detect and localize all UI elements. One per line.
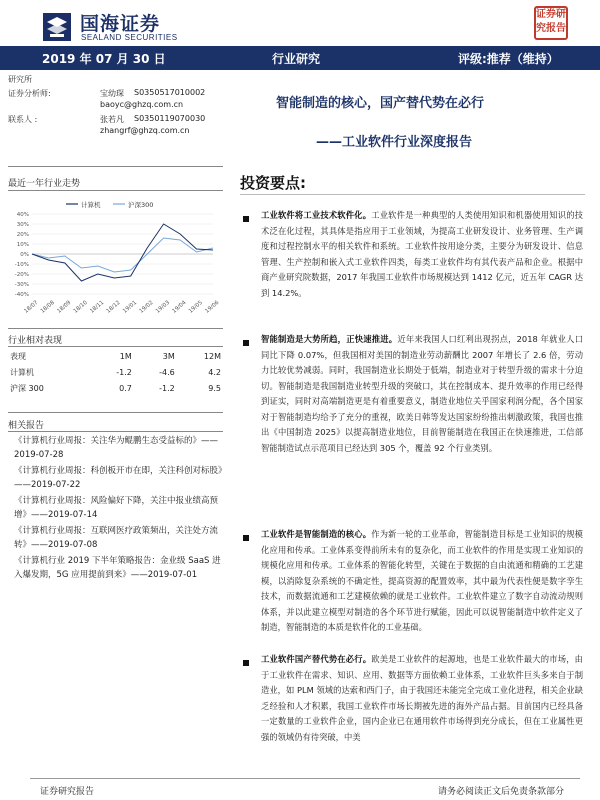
contact-name: 张若凡 — [100, 115, 124, 124]
invest-point-lead: 工业软件国产替代势在必行。 — [261, 654, 372, 664]
y-tick-label: -30% — [14, 282, 29, 288]
x-tick-label: 19/01 — [122, 299, 139, 315]
legend-label-hs300: 沪深300 — [128, 201, 154, 209]
related-report-item[interactable]: 《计算机行业周报：风险偏好下降，关注中报业绩高预增》——2019-07-14 — [14, 496, 219, 520]
table-cell: 0.7 — [119, 383, 132, 393]
related-report-item[interactable]: 《计算机行业周报：互联网医疗政策频出，关注处方流转》——2019-07-08 — [14, 526, 219, 550]
table-cell: 4.2 — [208, 367, 221, 377]
invest-point-lead: 智能制造是大势所趋，正快速推进。 — [261, 334, 398, 344]
x-tick-label: 19/06 — [204, 299, 221, 315]
analyst-role-label: 证券分析师: — [8, 89, 51, 98]
divider — [240, 194, 585, 195]
bullet-icon — [243, 535, 249, 541]
invest-point — [261, 652, 583, 770]
table-cell: -1.2 — [159, 383, 175, 393]
related-heading: 相关报告 — [8, 421, 45, 431]
invest-point-text: 工业软件是一种典型的人类使用知识和机器使用知识的技术泛在化过程，其具体是指应用于工业领域，为提高工业研发设计、业务管理、生产调度和过程控制水平的相关软件和系统。工业软件按用途分类，主要分为研发设计、信息管理、生产控制和嵌入式工业软件四类，每类工业软件均有其代表产品和企业。根据中商产业研究院数据，2017 年我国工业软件市场规模达到 1412 亿元，近五年 CAGR 达到 14.2%。 — [261, 210, 583, 298]
logo-english-name: SEALAND SECURITIES — [81, 33, 178, 42]
invest-point-lead: 工业软件将工业技术软件化。 — [261, 210, 372, 220]
performance-table — [8, 348, 223, 396]
y-tick-label: 20% — [16, 232, 29, 238]
report-date: 2019 年 07 月 30 日 — [42, 52, 166, 66]
legend-label-computer: 计算机 — [81, 201, 101, 209]
analyst-name: 宝幼琛 — [100, 89, 124, 98]
y-tick-label: -20% — [14, 272, 29, 278]
trend-chart — [8, 194, 223, 324]
table-row — [8, 364, 223, 380]
invest-point-lead: 工业软件是智能制造的核心。 — [261, 529, 372, 539]
header-banner — [0, 46, 600, 70]
logo-chinese-name: 国海证券 — [80, 13, 161, 35]
x-tick-label: 18/12 — [105, 299, 122, 315]
invest-point — [261, 208, 583, 301]
institute-label: 研究所 — [8, 75, 32, 84]
report-subtitle: ——工业软件行业深度报告 — [316, 135, 473, 150]
footer-left-text: 证券研究报告 — [40, 787, 95, 797]
table-cell: 计算机 — [10, 367, 34, 377]
divider — [8, 412, 223, 413]
report-title: 智能制造的核心，国产替代势在必行 — [276, 96, 485, 111]
y-tick-label: 0% — [20, 252, 29, 258]
contact-email[interactable]: zhangrf@ghzq.com.cn — [100, 126, 190, 135]
table-cell: 沪深 300 — [10, 383, 44, 393]
trend-heading: 最近一年行业走势 — [8, 179, 81, 189]
related-report-item[interactable]: 《计算机行业周报：关注华为鲲鹏生态受益标的》——2019-07-28 — [14, 436, 219, 460]
table-cell: -1.2 — [116, 367, 132, 377]
x-tick-label: 19/05 — [187, 299, 204, 315]
y-tick-label: -10% — [14, 262, 29, 268]
series-line-computer — [32, 224, 213, 281]
table-header-cell: 3M — [162, 351, 175, 361]
bullet-icon — [243, 660, 249, 666]
divider — [8, 166, 223, 167]
y-tick-label: 30% — [16, 222, 29, 228]
x-tick-label: 19/02 — [138, 299, 155, 315]
invest-heading: 投资要点: — [240, 174, 306, 192]
bullet-icon — [243, 340, 249, 346]
divider — [8, 431, 223, 432]
x-tick-label: 18/08 — [39, 299, 56, 315]
table-header-cell: 12M — [203, 351, 221, 361]
x-tick-label: 19/04 — [171, 299, 188, 315]
invest-point — [261, 332, 583, 456]
divider — [8, 328, 223, 329]
footer-divider — [30, 778, 580, 779]
table-header-cell: 1M — [119, 351, 132, 361]
invest-point-text: 近年来我国人口红利出现拐点，2018 年就业人口同比下降 0.07%，但我国相对美国的制造业劳动薪酬比 2007 年增长了 2.6 倍，劳动力比较优势减弱。同时，我国制造业长期处于低端，制造业对于转型升级的需求十分迫切。智能制造是我国制造业转型升级的突破口，其在控制成本、提升效率的作用已经得到证实，同时对高端制造更是有着重要意义，制造业地位关乎国家利润分配，各个国家对于智能制造均给予了充分的重视，欧美日韩等发达国家纷纷推出刺激政策，我国也推出《中国制造 2025》以提高制造业地位，目前智能制造在我国正在快速推进，工信部智能制造试点示范项目已经达到 305 个，覆盖 92 个行业类别。 — [261, 334, 583, 453]
table-row — [8, 380, 223, 396]
table-cell: -4.6 — [159, 367, 175, 377]
analyst-cert: S0350517010002 — [134, 88, 206, 97]
y-tick-label: 10% — [16, 242, 29, 248]
invest-point-text: 欧美是工业软件的起源地，也是工业软件最大的市场，由于工业软件在需求、知识、应用、数据等方面依赖工业体系，工业软件巨头多来自于制造业，如 PLM 领域的达索和西门子，由于我国还未能完全完成工业化进程，相关企业缺乏经验和人才积累，我国工业软件市场长期被先进的海外产品占据。目前国内已经具备一定数量的工业软件企业，国内企业已在通用软件市场得到充分成长，但在工业属性更强的领域仍有待突破，中美 — [261, 654, 583, 742]
x-tick-label: 19/03 — [154, 299, 171, 315]
analyst-email[interactable]: baoyc@ghzq.com.cn — [100, 100, 184, 109]
related-report-item[interactable]: 《计算机行业周报：科创板开市在即，关注科创对标股》——2019-07-22 — [14, 466, 227, 490]
contact-cert: S0350119070030 — [134, 114, 206, 123]
divider — [8, 346, 223, 347]
report-rating: 评级:推荐（维持） — [458, 52, 559, 66]
invest-point-text: 作为新一轮的工业革命，智能制造目标是工业知识的规模化应用和传承。工业体系变得前所未有的复杂化，而工业软件的作用是实现工业知识的规模化应用和传承。工业体系的智能化转型，关键在于数据的自由流通和精确的工艺建模，以消除复杂系统的不确定性，提高资源的配置效率，其中最为代表性便是数字孪生技术，而数据流通和工艺建模依赖的就是工业软件。工业软件建立了数字自动流动规则体系，并以此建立模型对制造的各个环节进行赋能，因此可以说智能制造中软件定义了制造，智能制造的本质是软件化的工业基础。 — [261, 529, 583, 632]
related-report-item[interactable]: 《计算机行业 2019 下半年策略报告：金业级 SaaS 进入爆发期，5G 应用提前到来》——2019-07-01 — [14, 556, 221, 580]
y-tick-label: -40% — [14, 292, 29, 298]
table-header-cell: 表现 — [10, 351, 26, 361]
report-type: 行业研究 — [272, 52, 321, 66]
divider — [8, 190, 223, 191]
table-cell: 9.5 — [208, 383, 221, 393]
x-tick-label: 18/11 — [89, 299, 106, 315]
report-stamp: 证券研究报告 — [534, 6, 568, 40]
contact-role-label: 联系人 : — [8, 115, 38, 124]
series-line-hs300 — [32, 238, 213, 272]
y-tick-label: 40% — [16, 212, 29, 218]
table-header-row — [8, 348, 223, 364]
invest-point — [261, 527, 583, 636]
sealand-logo-icon — [42, 12, 72, 42]
x-tick-label: 18/10 — [72, 299, 89, 315]
performance-heading: 行业相对表现 — [8, 336, 63, 346]
x-tick-label: 18/07 — [23, 299, 40, 315]
x-tick-label: 18/09 — [56, 299, 73, 315]
footer-disclaimer[interactable]: 请务必阅读正文后免责条款部分 — [438, 787, 565, 797]
bullet-icon — [243, 216, 249, 222]
